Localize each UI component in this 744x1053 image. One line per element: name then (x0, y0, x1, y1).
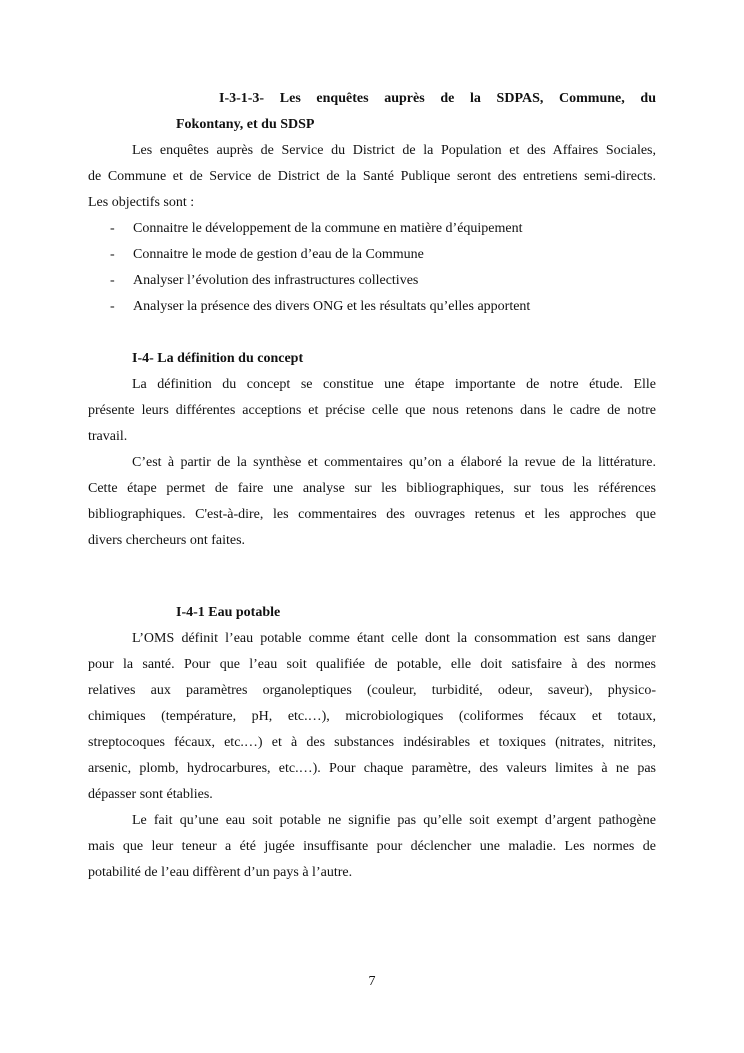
paragraph-line: La définition du concept se constitue une étape importante de notre étude. Elle (132, 377, 656, 392)
list-item (88, 294, 656, 320)
spacer (88, 320, 656, 346)
section-heading-1-4: I-4- La définition du concept (132, 351, 304, 366)
paragraph-line: Les enquêtes auprès de Service du District de la Population et des Affaires Sociales, (132, 143, 656, 158)
paragraph-line: Cette étape permet de faire une analyse sur les bibliographiques, sur tous les références (88, 481, 656, 496)
bullet-dash: - (110, 247, 115, 262)
paragraph-line: mais que leur teneur a été jugée insuffisante pour déclencher une maladie. Les normes de (88, 839, 656, 854)
paragraph-line: C’est à partir de la synthèse et commentaires qu’on a élaboré la revue de la littérature. (132, 455, 656, 470)
paragraph-line: streptocoques fécaux, etc.…) et à des substances indésirables et toxiques (nitrates, nitrites, (88, 735, 656, 750)
page-number: 7 (368, 974, 376, 989)
bullet-dash: - (110, 221, 115, 236)
paragraph-line: pour la santé. Pour que l’eau soit qualifiée de potable, elle doit satisfaire à des normes (88, 657, 656, 672)
paragraph-line: potabilité de l’eau diffèrent d’un pays à l’autre. (88, 865, 353, 880)
paragraph-line: de Commune et de Service de District de la Santé Publique seront des entretiens semi-directs. (88, 169, 656, 184)
paragraph-line: divers chercheurs ont faites. (88, 533, 246, 548)
list-item-text: Analyser la présence des divers ONG et les résultats qu’elles apportent (133, 299, 531, 314)
paragraph-line: arsenic, plomb, hydrocarbures, etc.…). Pour chaque paramètre, des valeurs limites à ne pas (88, 761, 656, 776)
section-heading-1-3-1-3-line-2: Fokontany, et du SDSP (176, 117, 315, 132)
bullet-dash: - (110, 273, 115, 288)
bullet-dash: - (110, 299, 115, 314)
list-item-text: Analyser l’évolution des infrastructures collectives (133, 273, 419, 288)
paragraph-line: dépasser sont établies. (88, 787, 213, 802)
list-item (88, 268, 656, 294)
section-heading-1-4-1: I-4-1 Eau potable (176, 605, 281, 620)
list-item (88, 216, 656, 242)
paragraph-line: Le fait qu’une eau soit potable ne signifie pas qu’elle soit exempt d’argent pathogène (132, 813, 656, 828)
list-item-text: Connaitre le mode de gestion d’eau de la Commune (133, 247, 424, 262)
document-page (88, 86, 656, 886)
spacer (88, 554, 656, 580)
section-heading-1-3-1-3-line-1: I-3-1-3- Les enquêtes auprès de la SDPAS, Commune, du (219, 91, 656, 106)
paragraph-line: travail. (88, 429, 128, 444)
list-item-text: Connaitre le développement de la commune en matière d’équipement (133, 221, 523, 236)
spacer (88, 580, 656, 600)
paragraph-line: chimiques (température, pH, etc.…), microbiologiques (coliformes fécaux et totaux, (88, 709, 656, 724)
paragraph-line: présente leurs différentes acceptions et précise celle que nous retenons dans le cadre de notre (88, 403, 656, 418)
objectives-list (88, 216, 656, 320)
paragraph-line: bibliographiques. C'est-à-dire, les commentaires des ouvrages retenus et les approches que (88, 507, 656, 522)
list-item (88, 242, 656, 268)
paragraph-line: Les objectifs sont : (88, 195, 195, 210)
paragraph-line: relatives aux paramètres organoleptiques (couleur, turbidité, odeur, saveur), physico- (88, 683, 656, 698)
paragraph-line: L’OMS définit l’eau potable comme étant celle dont la consommation est sans danger (132, 631, 656, 646)
